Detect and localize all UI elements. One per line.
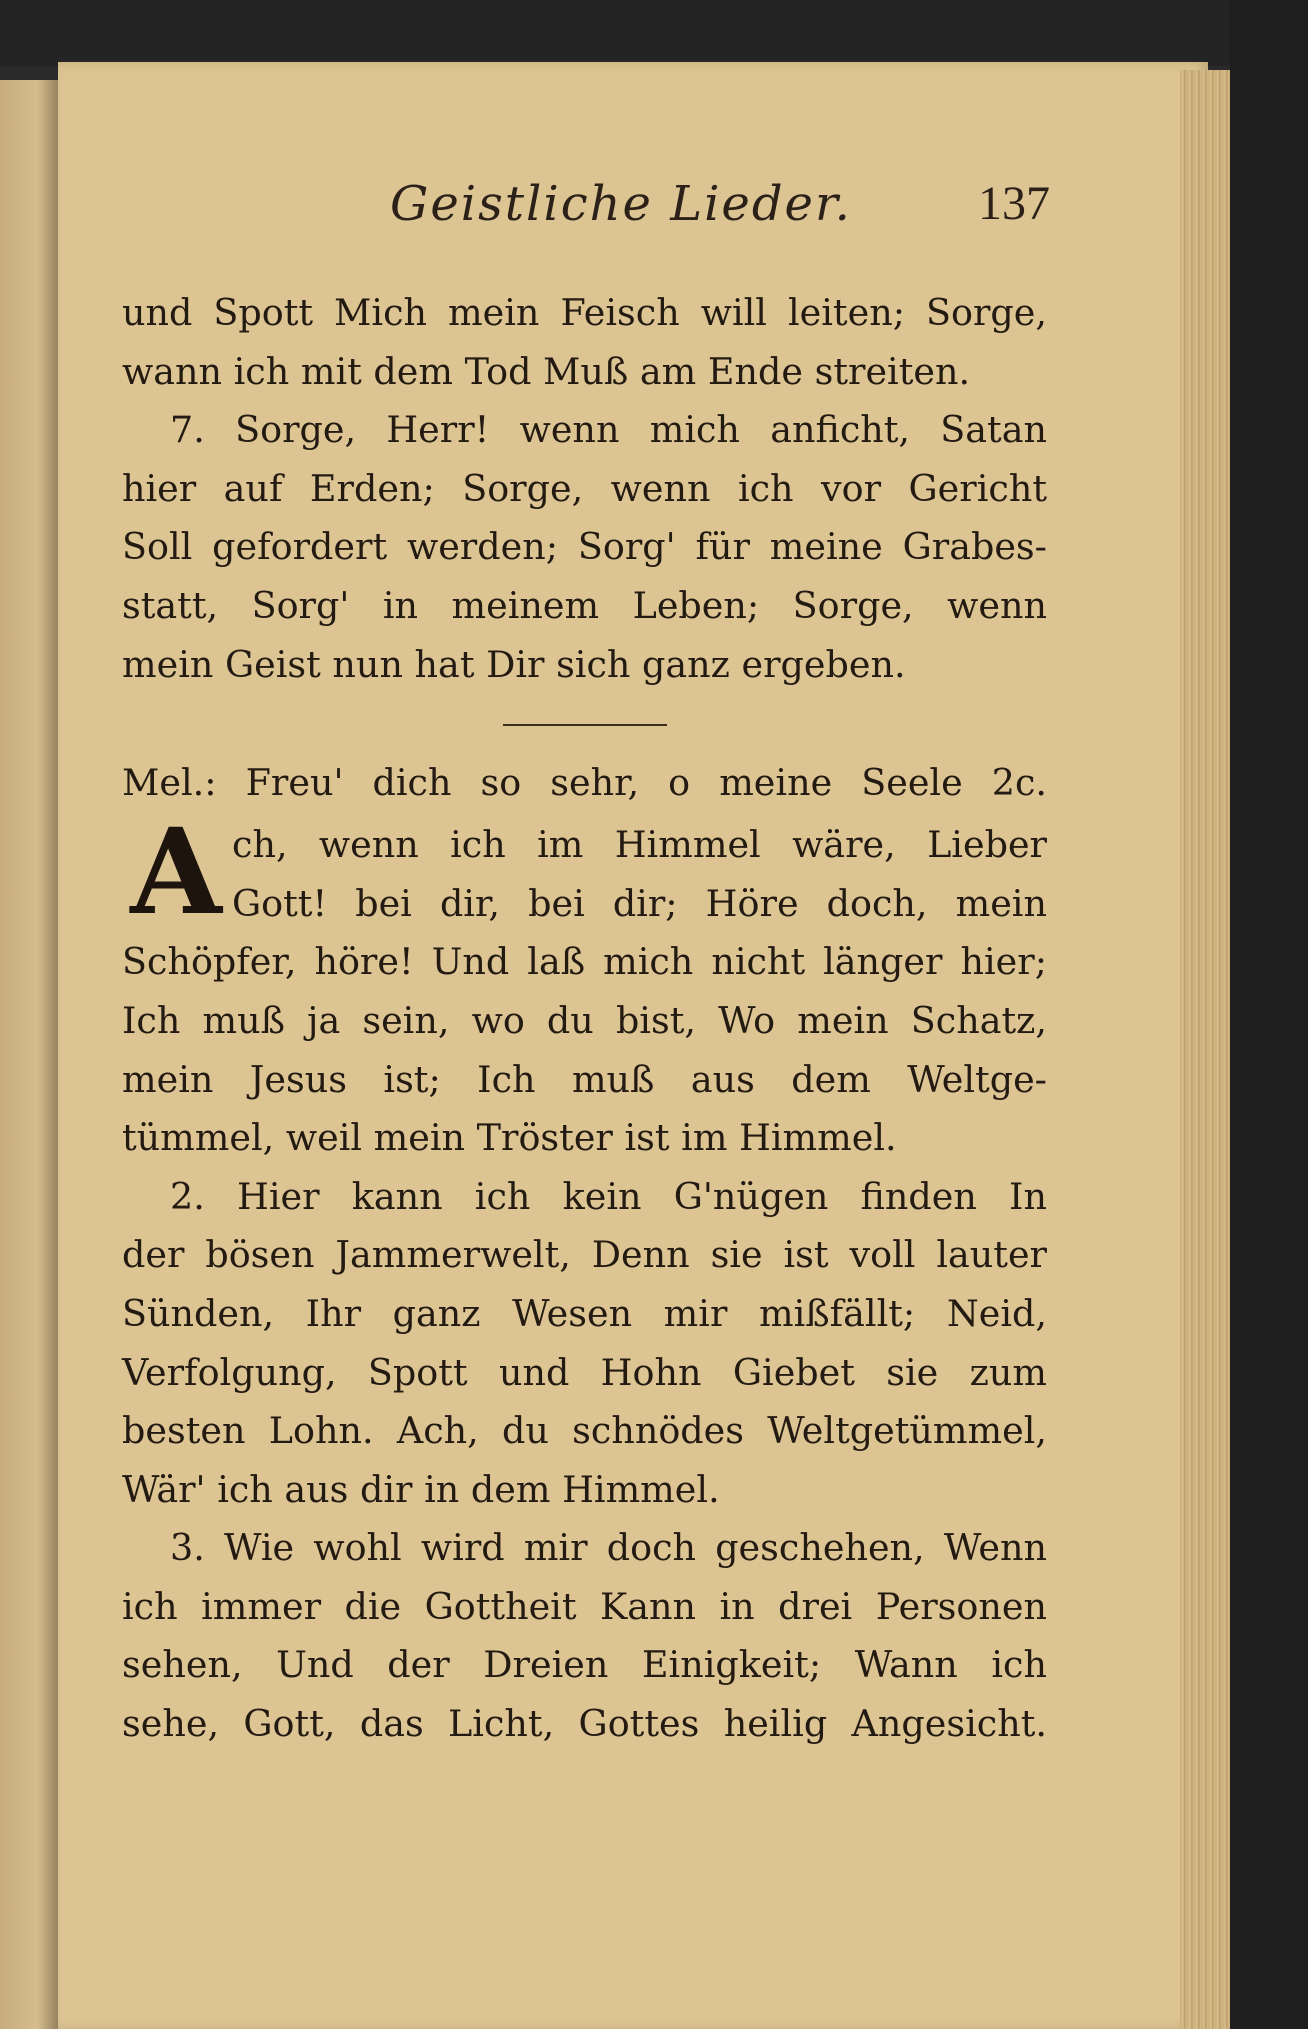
text-line: sehen, Und der Dreien Einigkeit; Wann ich bbox=[122, 1643, 1047, 1687]
page-header bbox=[390, 176, 1050, 236]
text-line: Gott! bei dir, bei dir; Höre doch, mein bbox=[232, 881, 1047, 925]
book-cover-top bbox=[0, 0, 1308, 66]
text-line: tümmel, weil mein Tröster ist im Himmel. bbox=[122, 1116, 897, 1160]
drop-cap: A bbox=[130, 802, 222, 942]
running-title: Geistliche Lieder. bbox=[390, 176, 852, 232]
book-cover-right bbox=[1230, 0, 1308, 2029]
text-line: mein Geist nun hat Dir sich ganz ergeben. bbox=[122, 642, 906, 686]
text-line: Verfolgung, Spott und Hohn Giebet sie zum bbox=[122, 1350, 1047, 1394]
text-line: Sünden, Ihr ganz Wesen mir mißfällt; Neid, bbox=[122, 1291, 1047, 1335]
text-line: besten Lohn. Ach, du schnödes Weltgetümmel, bbox=[122, 1409, 1047, 1453]
page-number: 137 bbox=[978, 177, 1050, 230]
text-line: Wär' ich aus dir in dem Himmel. bbox=[122, 1467, 720, 1511]
page-stack-edge bbox=[1180, 70, 1233, 2029]
text-line: statt, Sorg' in meinem Leben; Sorge, wenn bbox=[122, 583, 1047, 627]
text-line: der bösen Jammerwelt, Denn sie ist voll lauter bbox=[122, 1233, 1047, 1277]
text-line: hier auf Erden; Sorge, wenn ich vor Gericht bbox=[122, 466, 1047, 510]
text-line: 7. Sorge, Herr! wenn mich anficht, Satan bbox=[170, 408, 1047, 452]
melody-line: Mel.: Freu' dich so sehr, o meine Seele 2c. bbox=[122, 761, 1047, 805]
text-line: Ich muß ja sein, wo du bist, Wo mein Schatz, bbox=[122, 998, 1047, 1042]
text-line: und Spott Mich mein Feisch will leiten; Sorge, bbox=[122, 291, 1047, 334]
text-line: sehe, Gott, das Licht, Gottes heilig Angesicht. bbox=[122, 1702, 1047, 1746]
section-divider bbox=[503, 724, 667, 726]
text-line: 3. Wie wohl wird mir doch geschehen, Wenn bbox=[170, 1526, 1047, 1570]
hymn-opening bbox=[122, 802, 1047, 942]
text-line: 2. Hier kann ich kein G'nügen finden In bbox=[170, 1174, 1047, 1218]
page-body bbox=[122, 284, 1047, 1754]
previous-page-edge bbox=[0, 80, 62, 2029]
text-line: ch, wenn ich im Himmel wäre, Lieber bbox=[232, 823, 1047, 867]
text-line: ich immer die Gottheit Kann in drei Personen bbox=[122, 1584, 1047, 1628]
text-line: mein Jesus ist; Ich muß aus dem Weltge- bbox=[122, 1057, 1047, 1101]
text-line: Soll gefordert werden; Sorg' für meine Grabes- bbox=[122, 525, 1047, 569]
text-line: Schöpfer, höre! Und laß mich nicht länger hier; bbox=[122, 940, 1047, 984]
text-line: wann ich mit dem Tod Muß am Ende streiten. bbox=[122, 349, 971, 393]
